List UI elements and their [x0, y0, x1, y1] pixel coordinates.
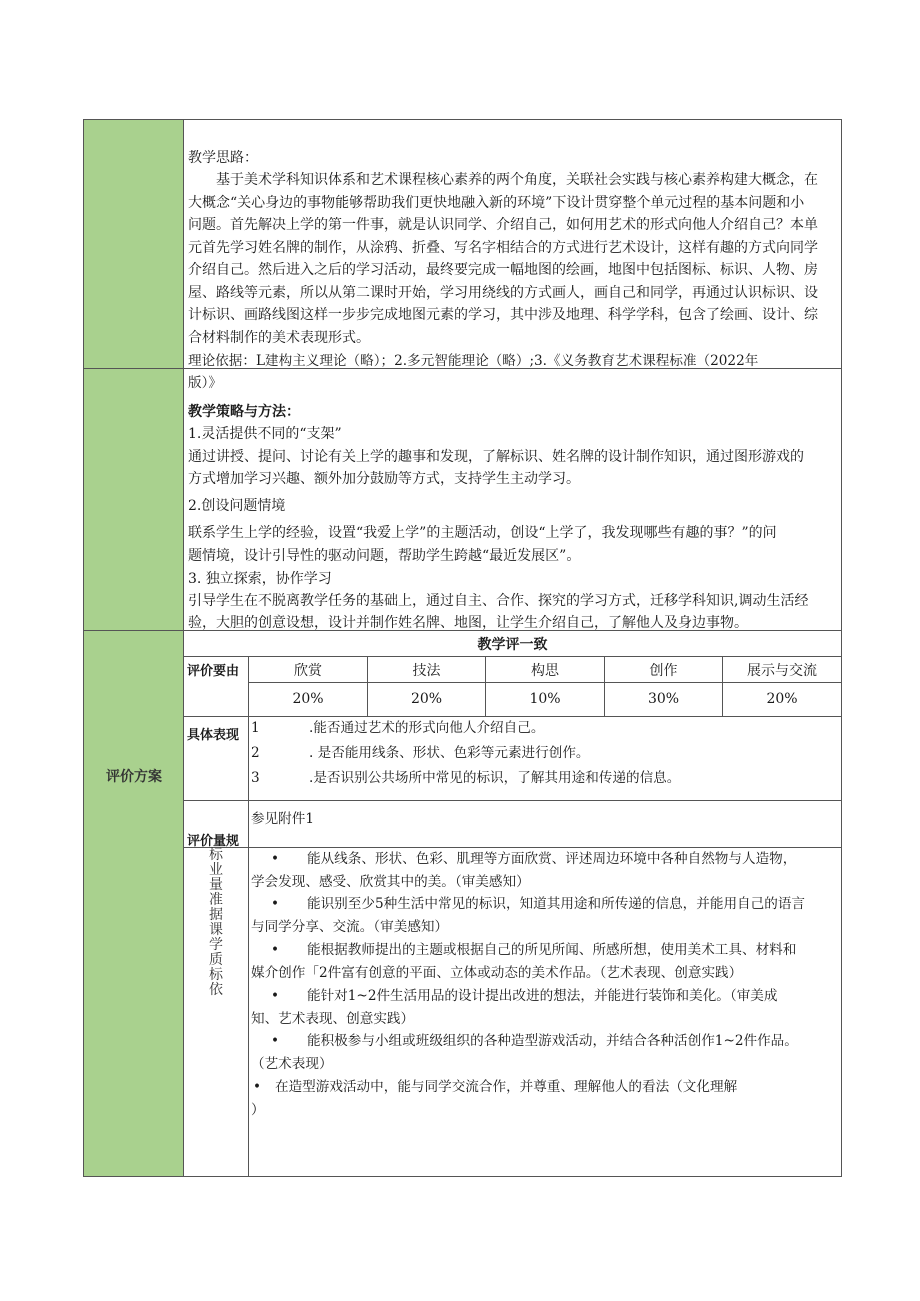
strategy-2-line-2: 题情境，设计引导性的驱动问题，帮助学生跨越“最近发展区”。: [188, 548, 581, 564]
strategy-2-line-1: 联系学生上学的经验，设置“我爱上学”的主题活动，创设“上学了，我发现哪些有趣的事？”的问: [188, 525, 777, 541]
strategy-2-title: 2.创设问题情境: [188, 498, 286, 514]
vertical-label-char: 标: [209, 847, 223, 863]
bullet-text-line: 能根据教师提出的主题或根据自己的所见所闻、所感所想，使用美术工具、材料和: [307, 942, 797, 958]
performance-num-3: 3: [251, 770, 260, 786]
bullet-dot: •: [271, 988, 280, 1004]
weight-presentation: 20%: [766, 691, 798, 707]
strategy-3-line-1: 引导学生在不脱离教学任务的基础上，通过自主、合作、探究的学习方式，迁移学科知识,调动生活经: [188, 593, 809, 609]
performance-item-3: .是否识别公共场所中常见的标识，了解其用途和传递的信息。: [309, 770, 681, 786]
bullet-dot: •: [271, 896, 280, 912]
bullet-text-line: 能积极参与小组或班级组织的各种造型游戏活动，并结合各种活创作1~2件作品。: [307, 1033, 798, 1049]
bullet-text-line: 学会发现、感受、欣赏其中的美。（审美感知）: [251, 873, 530, 890]
strategy-heading: 教学策略与方法：: [188, 404, 300, 420]
lesson-plan-table: [83, 119, 842, 1177]
vertical-label-char: 业: [209, 862, 223, 878]
thinking-line-4: 元首先学习姓名牌的制作，从涂鸦、折叠、写名字相结合的方式进行艺术设计，这样有趣的方式向同学: [188, 240, 818, 256]
bullet-text-line: 在造型游戏活动中，能与同学交流合作，并尊重、理解他人的看法（文化理解: [275, 1079, 738, 1095]
thinking-line-6: 屋、路线等元素，所以从第二课时开始，学习用绕线的方式画人，画自己和同学，再通过认识标识、设: [188, 285, 818, 301]
weight-appreciation: 20%: [292, 691, 324, 707]
performance-num-1: 1: [251, 720, 260, 736]
strategy-3-line-2: 验，大胆的创意设想，设计并制作姓名牌、地图，让学生介绍自己，了解他人及身边事物。: [188, 615, 748, 631]
bullet-text-line: 与同学分享、交流。（审美感知）: [251, 918, 449, 935]
bullet-text-line: （艺术表现）: [251, 1055, 333, 1072]
strategy-1-title: 1.灵活提供不同的“支架”: [188, 426, 342, 442]
bullet-text-line: ）: [251, 1101, 265, 1118]
strategy-1-line-1: 通过讲授、提问、讨论有关上学的趣事和发现，了解标识、姓名牌的设计制作知识，通过图形游戏的: [188, 449, 804, 465]
bullet-text-line: 能从线条、形状、色彩、肌理等方面欣赏、评述周边环境中各种自然物与人造物，: [307, 851, 797, 867]
vertical-label-char: 依: [209, 982, 223, 998]
bullet-dot: •: [253, 1079, 262, 1095]
evaluation-side-label: 评价方案: [106, 769, 162, 785]
thinking-line-8: 合材料制作的美术表现形式。: [188, 330, 370, 346]
weight-creation: 30%: [647, 691, 680, 707]
header-concept: 构思: [531, 663, 559, 679]
eval-divider-title: [184, 656, 841, 657]
bullet-text-line: 媒介创作「2件富有创意的平面、立体或动态的美术作品。（艺术表现、创意实践）: [251, 964, 743, 981]
vertical-label-char: 标: [209, 967, 223, 983]
header-creation: 创作: [649, 663, 678, 679]
bullet-text-line: 知、艺术表现、创意实践）: [251, 1010, 415, 1027]
thinking-line-3: 问题。首先解决上学的第一件事，就是认识同学、介绍自己，如何用艺术的形式向他人介绍自己？本单: [188, 217, 818, 233]
performance-num-2: 2: [251, 745, 260, 761]
vertical-label-char: 学: [209, 937, 223, 953]
eval-divider-performance: [184, 800, 841, 801]
bullet-dot: •: [271, 851, 280, 867]
vertical-label-char: 量: [209, 877, 223, 893]
vertical-label-char: 据: [209, 907, 223, 923]
header-presentation: 展示与交流: [747, 663, 817, 679]
eval-label-column-line: [248, 656, 249, 1176]
theory-line-1: 理论依据：L建构主义理论（略）；2.多元智能理论（略）;3.《义务教育艺术课程标准（2022年: [188, 353, 759, 369]
eval-divider-headers: [248, 682, 841, 683]
strategy-3-title: 3. 独立探索，协作学习: [188, 571, 332, 587]
rubric-label: 评价量规: [187, 834, 240, 849]
performance-label: 具体表现: [187, 728, 240, 743]
bullet-text-line: 能针对1~2件生活用品的设计提出改进的想法，并能进行装饰和美化。（审美成: [307, 988, 778, 1004]
header-technique: 技法: [412, 663, 441, 679]
theory-line-2: 版）》: [188, 375, 222, 391]
thinking-line-5: 介绍自己。然后进入之后的学习活动，最终要完成一幅地图的绘画，地图中包括图标、标识、人物、房: [188, 262, 818, 278]
weight-technique: 20%: [410, 691, 443, 707]
bullet-text-line: 能识别至少5种生活中常见的标识，知道其用途和所传递的信息，并能用自己的语言: [307, 896, 806, 912]
vertical-label-char: 质: [209, 952, 223, 968]
bullet-dot: •: [271, 942, 280, 958]
strategy-1-line-2: 方式增加学习兴趣、额外加分鼓励等方式，支持学生主动学习。: [188, 471, 580, 487]
header-appreciation: 欣赏: [294, 663, 322, 679]
bullet-dot: •: [271, 1033, 280, 1049]
performance-item-1: .能否通过艺术的形式向他人介绍自己。: [309, 720, 545, 736]
left-label-column: [84, 120, 184, 1176]
performance-item-2: . 是否能用线条、形状、色彩等元素进行创作。: [309, 745, 590, 761]
thinking-line-1: 基于美术学科知识体系和艺术课程核心素养的两个角度，关联社会实践与核心素养构建大概念，在: [216, 172, 818, 188]
rubric-value: 参见附件1: [251, 811, 315, 827]
weight-concept: 10%: [529, 691, 561, 707]
thinking-line-7: 计标识、画路线图这样一步步完成地图元素的学习，其中涉及地理、科学学科，包含了绘画、设计、综: [188, 307, 818, 323]
evaluation-title: 教学评一致: [477, 637, 548, 653]
vertical-label-char: 课: [209, 922, 223, 938]
requirement-label: 评价要由: [187, 664, 240, 679]
thinking-heading: 教学思路：: [188, 150, 258, 166]
thinking-line-2: 大概念“关心身边的事物能够帮助我们更快地融入新的环境”下设计贯穿整个单元过程的基本问题和小: [188, 195, 805, 211]
vertical-label-char: 准: [209, 892, 223, 908]
